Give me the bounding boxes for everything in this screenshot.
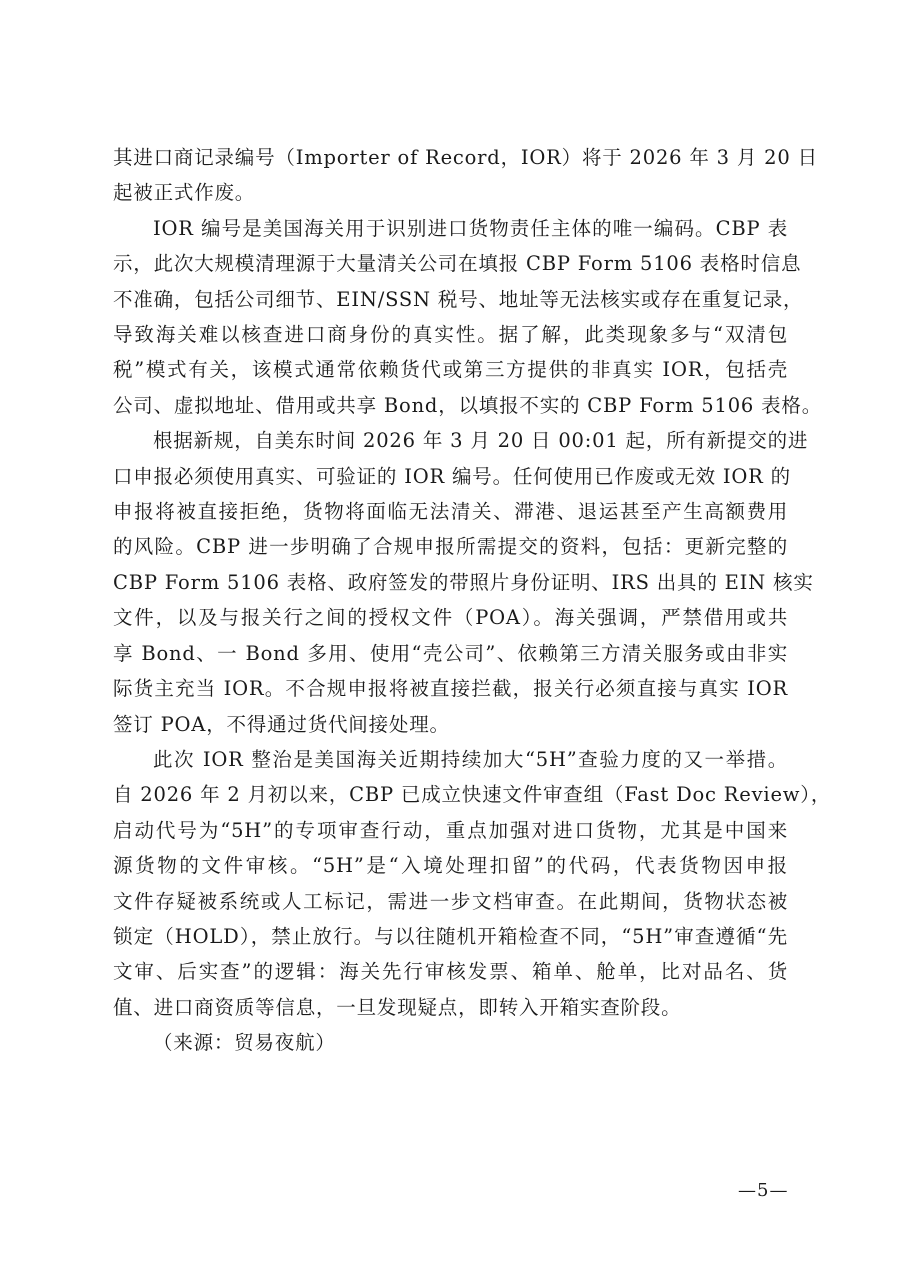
paragraph-4 bbox=[113, 742, 832, 1025]
text-line: 享 Bond、一 Bond 多用、使用“壳公司”、依赖第三方清关服务或由非实 bbox=[113, 641, 788, 665]
text-line: 际货主充当 IOR。不合规申报将被直接拦截，报关行必须直接与真实 IOR bbox=[113, 677, 788, 701]
text-line: 文件存疑被系统或人工标记，需进一步文档审查。在此期间，货物状态被 bbox=[113, 889, 788, 913]
text-line: 文审、后实查”的逻辑：海关先行审核发票、箱单、舱单，比对品名、货 bbox=[113, 960, 788, 984]
text-line: 源货物的文件审核。“5H”是“入境处理扣留”的代码，代表货物因申报 bbox=[113, 854, 788, 878]
text-line: 锁定（HOLD），禁止放行。与以往随机开箱检查不同，“5H”审查遵循“先 bbox=[113, 924, 788, 948]
paragraph-3 bbox=[113, 423, 814, 742]
text-line: 导致海关难以核查进口商身份的真实性。据了解，此类现象多与“双清包 bbox=[113, 323, 788, 347]
paragraph-2 bbox=[113, 211, 823, 423]
text-line: 签订 POA，不得通过货代间接处理。 bbox=[113, 712, 450, 736]
text-line: 此次 IOR 整治是美国海关近期持续加大“5H”查验力度的又一举措。 bbox=[153, 747, 788, 771]
text-line: 不准确，包括公司细节、EIN/SSN 税号、地址等无法核实或存在重复记录， bbox=[113, 287, 804, 311]
source-note: （来源：贸易夜航） bbox=[153, 1031, 336, 1055]
text-line: 根据新规，自美东时间 2026 年 3 月 20 日 00:01 起，所有新提交的进 bbox=[153, 429, 809, 453]
text-line: 申报将被直接拒绝，货物将面临无法清关、滞港、退运甚至产生高额费用 bbox=[113, 500, 788, 524]
article-body bbox=[113, 140, 832, 1061]
text-line: 起被正式作废。 bbox=[113, 181, 256, 205]
text-line: 的风险。CBP 进一步明确了合规申报所需提交的资料，包括：更新完整的 bbox=[113, 535, 788, 559]
paragraph-1 bbox=[113, 140, 818, 211]
text-line: 值、进口商资质等信息，一旦发现疑点，即转入开箱实查阶段。 bbox=[113, 995, 682, 1019]
page-number: —5— bbox=[738, 1180, 789, 1201]
text-line: 示，此次大规模清理源于大量清关公司在填报 CBP Form 5106 表格时信息 bbox=[113, 252, 802, 276]
text-line: 公司、虚拟地址、借用或共享 Bond，以填报不实的 CBP Form 5106 表格。 bbox=[113, 393, 823, 417]
text-line: 其进口商记录编号（Importer of Record，IOR）将于 2026 年 3 月 20 日 bbox=[113, 146, 818, 169]
text-line: CBP Form 5106 表格、政府签发的带照片身份证明、IRS 出具的 EIN 核实 bbox=[113, 570, 814, 594]
text-line: 自 2026 年 2 月初以来，CBP 已成立快速文件审查组（Fast Doc Review）， bbox=[113, 783, 832, 807]
text-line: 启动代号为“5H”的专项审查行动，重点加强对进口货物，尤其是中国来 bbox=[113, 818, 788, 842]
text-line: IOR 编号是美国海关用于识别进口货物责任主体的唯一编码。CBP 表 bbox=[153, 216, 788, 240]
text-line: 文件，以及与报关行之间的授权文件（POA）。海关强调，严禁借用或共 bbox=[113, 606, 788, 630]
text-line: 税”模式有关，该模式通常依赖货代或第三方提供的非真实 IOR，包括壳 bbox=[113, 358, 788, 382]
text-line: 口申报必须使用真实、可验证的 IOR 编号。任何使用已作废或无效 IOR 的 bbox=[113, 464, 791, 488]
